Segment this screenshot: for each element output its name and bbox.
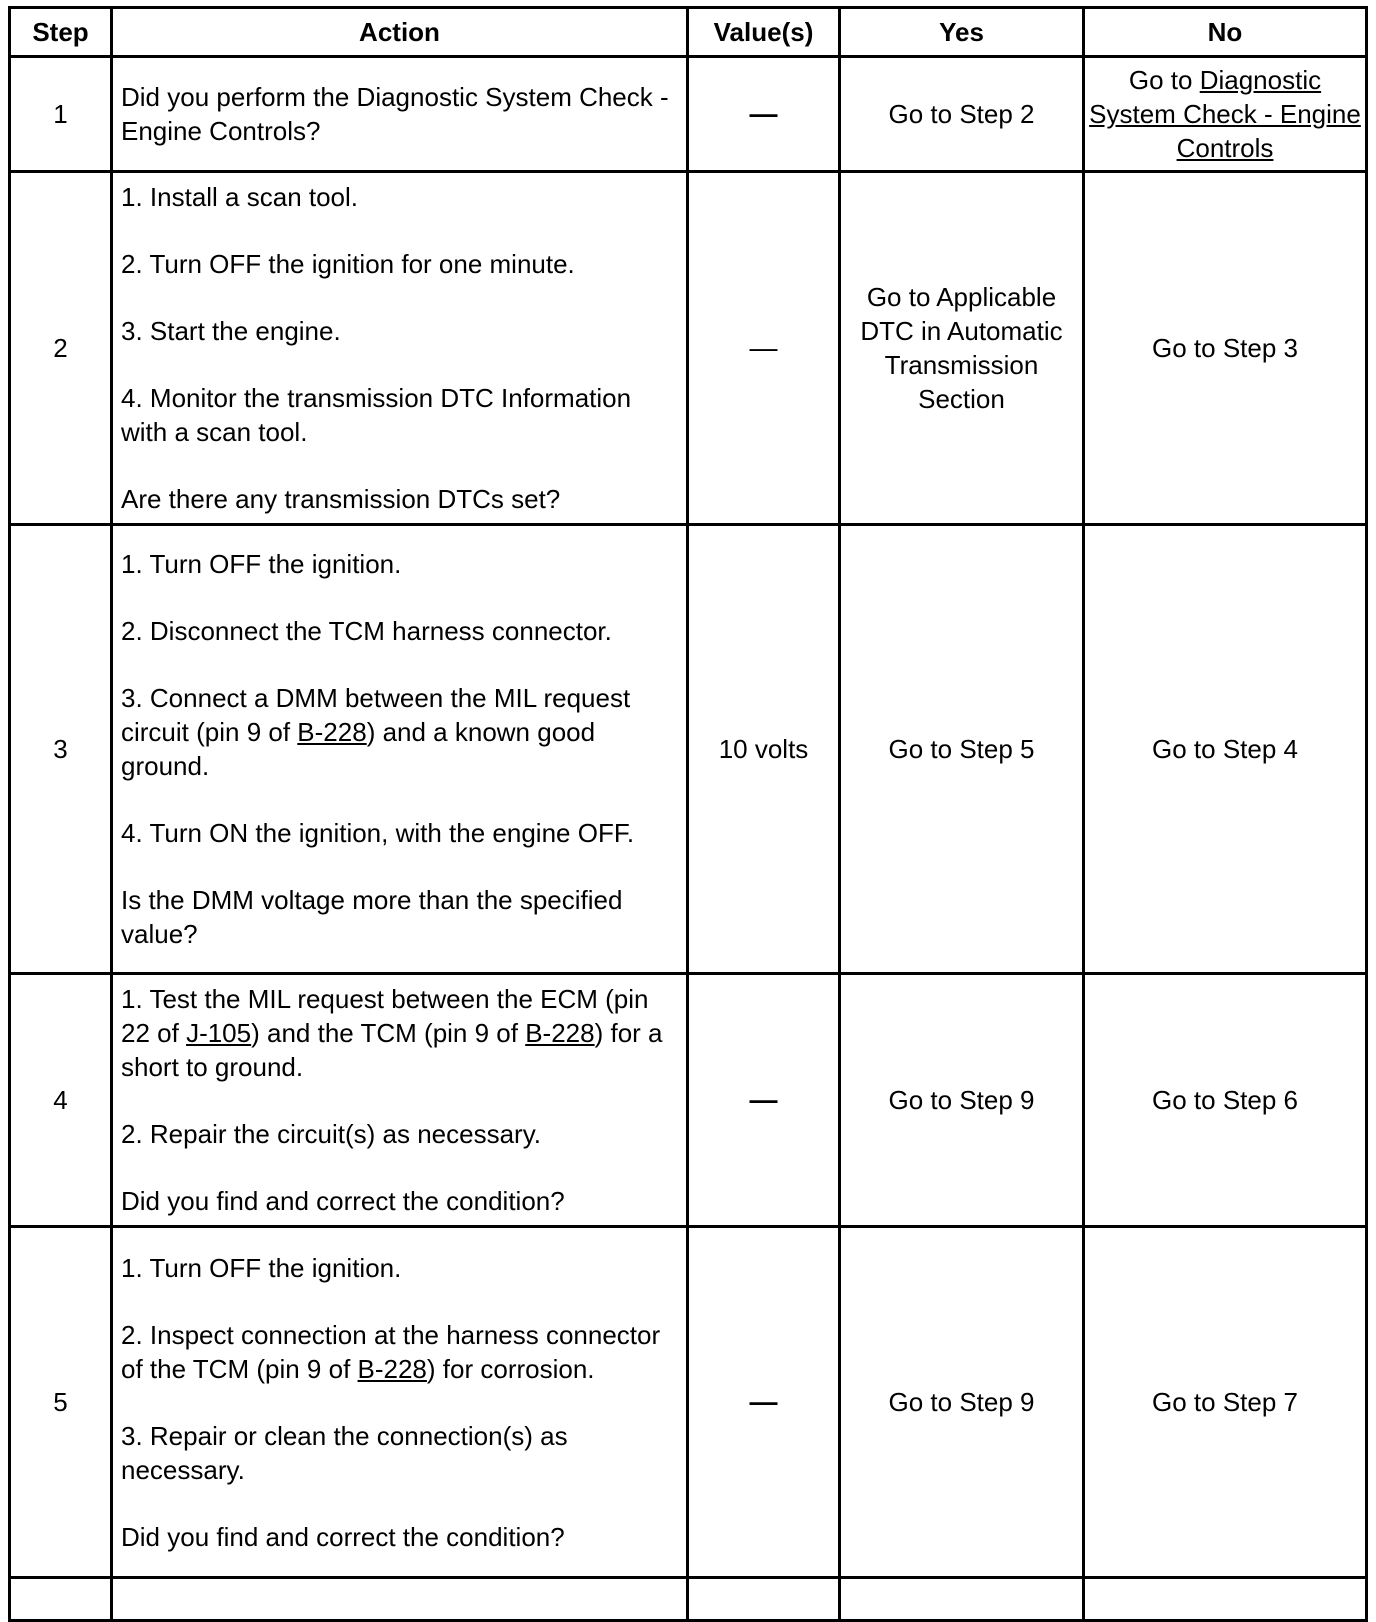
action-line: 2. Repair the circuit(s) as necessary.	[121, 1119, 541, 1149]
empty-cell	[10, 1578, 112, 1621]
action-line	[121, 1318, 678, 1386]
empty-cell	[1084, 1578, 1367, 1621]
value-dash: —	[749, 1084, 778, 1115]
step-number: 2	[10, 172, 112, 525]
yes-cell: Go to Applicable DTC in Automatic Transmission Section	[840, 172, 1084, 525]
action-cell	[112, 525, 688, 974]
empty-cell	[688, 1578, 840, 1621]
header-action: Action	[112, 8, 688, 57]
action-line: 1. Turn OFF the ignition.	[121, 1252, 402, 1283]
connector-j105-link[interactable]: J-105	[186, 1018, 252, 1048]
empty-cell	[840, 1578, 1084, 1621]
action-text: 1. Test the MIL request between the ECM (pin 22 of	[121, 984, 649, 1048]
connector-b228-link[interactable]: B-228	[525, 1018, 595, 1048]
table-row	[10, 57, 1367, 172]
yes-cell: Go to Step 9	[840, 974, 1084, 1227]
action-line: Did you find and correct the condition?	[121, 1186, 565, 1216]
action-cell	[112, 172, 688, 525]
action-cell	[112, 57, 688, 172]
no-cell: Go to Step 6	[1084, 974, 1367, 1227]
action-line: 2. Turn OFF the ignition for one minute.	[121, 249, 575, 279]
step-number: 5	[10, 1227, 112, 1578]
table-row	[10, 525, 1367, 974]
table-row	[10, 974, 1367, 1227]
diagnostic-system-check-link[interactable]: Diagnostic System Check - Engine Controls	[1089, 65, 1361, 163]
action-cell	[112, 974, 688, 1227]
table-row	[10, 172, 1367, 525]
action-cell	[112, 1227, 688, 1578]
action-line	[121, 982, 678, 1084]
header-value: Value(s)	[688, 8, 840, 57]
no-cell: Go to Step 3	[1084, 172, 1367, 525]
step-number: 1	[10, 57, 112, 172]
value-cell: 10 volts	[688, 525, 840, 974]
action-line: Did you find and correct the condition?	[121, 1521, 565, 1552]
header-no: No	[1084, 8, 1367, 57]
value-cell	[688, 974, 840, 1227]
value-cell	[688, 1227, 840, 1578]
yes-cell: Go to Step 5	[840, 525, 1084, 974]
empty-cell	[112, 1578, 688, 1621]
value-dash: —	[749, 1386, 778, 1417]
value-cell	[688, 57, 840, 172]
action-text: ) and a known good ground.	[121, 717, 596, 781]
no-cell: Go to Step 7	[1084, 1227, 1367, 1578]
action-line: 2. Disconnect the TCM harness connector.	[121, 616, 612, 646]
action-line: 3. Start the engine.	[121, 316, 341, 346]
yes-cell: Go to Step 9	[840, 1227, 1084, 1578]
action-line: 1. Turn OFF the ignition.	[121, 549, 402, 579]
action-line: 1. Install a scan tool.	[121, 182, 359, 212]
value-dash: —	[749, 98, 778, 129]
action-text: ) and the TCM (pin 9 of	[251, 1018, 526, 1048]
action-line: 4. Turn ON the ignition, with the engine OFF.	[121, 818, 635, 848]
action-text: 3. Connect a DMM between the MIL request circuit (pin 9 of	[121, 683, 631, 747]
header-row	[10, 8, 1367, 57]
no-prefix: Go to	[1128, 65, 1200, 95]
action-line: Is the DMM voltage more than the specified value?	[121, 885, 623, 949]
value-dash: —	[749, 332, 778, 363]
step-number: 4	[10, 974, 112, 1227]
diagnostic-table	[8, 6, 1368, 1622]
action-text: ) for a short to ground.	[121, 1018, 663, 1082]
no-cell	[1084, 57, 1367, 172]
yes-cell: Go to Step 2	[840, 57, 1084, 172]
header-step: Step	[10, 8, 112, 57]
table-row	[10, 1227, 1367, 1578]
action-line: 3. Repair or clean the connection(s) as necessary.	[121, 1420, 568, 1485]
table-row-partial	[10, 1578, 1367, 1621]
connector-b228-link[interactable]: B-228	[357, 1353, 427, 1384]
action-line: Did you perform the Diagnostic System Check - Engine Controls?	[121, 82, 669, 146]
header-yes: Yes	[840, 8, 1084, 57]
action-line: 4. Monitor the transmission DTC Information with a scan tool.	[121, 383, 632, 447]
action-text: 2. Inspect connection at the harness connector of the TCM (pin 9 of	[121, 1319, 661, 1384]
value-cell	[688, 172, 840, 525]
action-text: ) for corrosion.	[426, 1353, 595, 1384]
no-cell: Go to Step 4	[1084, 525, 1367, 974]
connector-b228-link[interactable]: B-228	[297, 717, 367, 747]
action-line	[121, 681, 678, 783]
step-number: 3	[10, 525, 112, 974]
action-line: Are there any transmission DTCs set?	[121, 484, 561, 514]
